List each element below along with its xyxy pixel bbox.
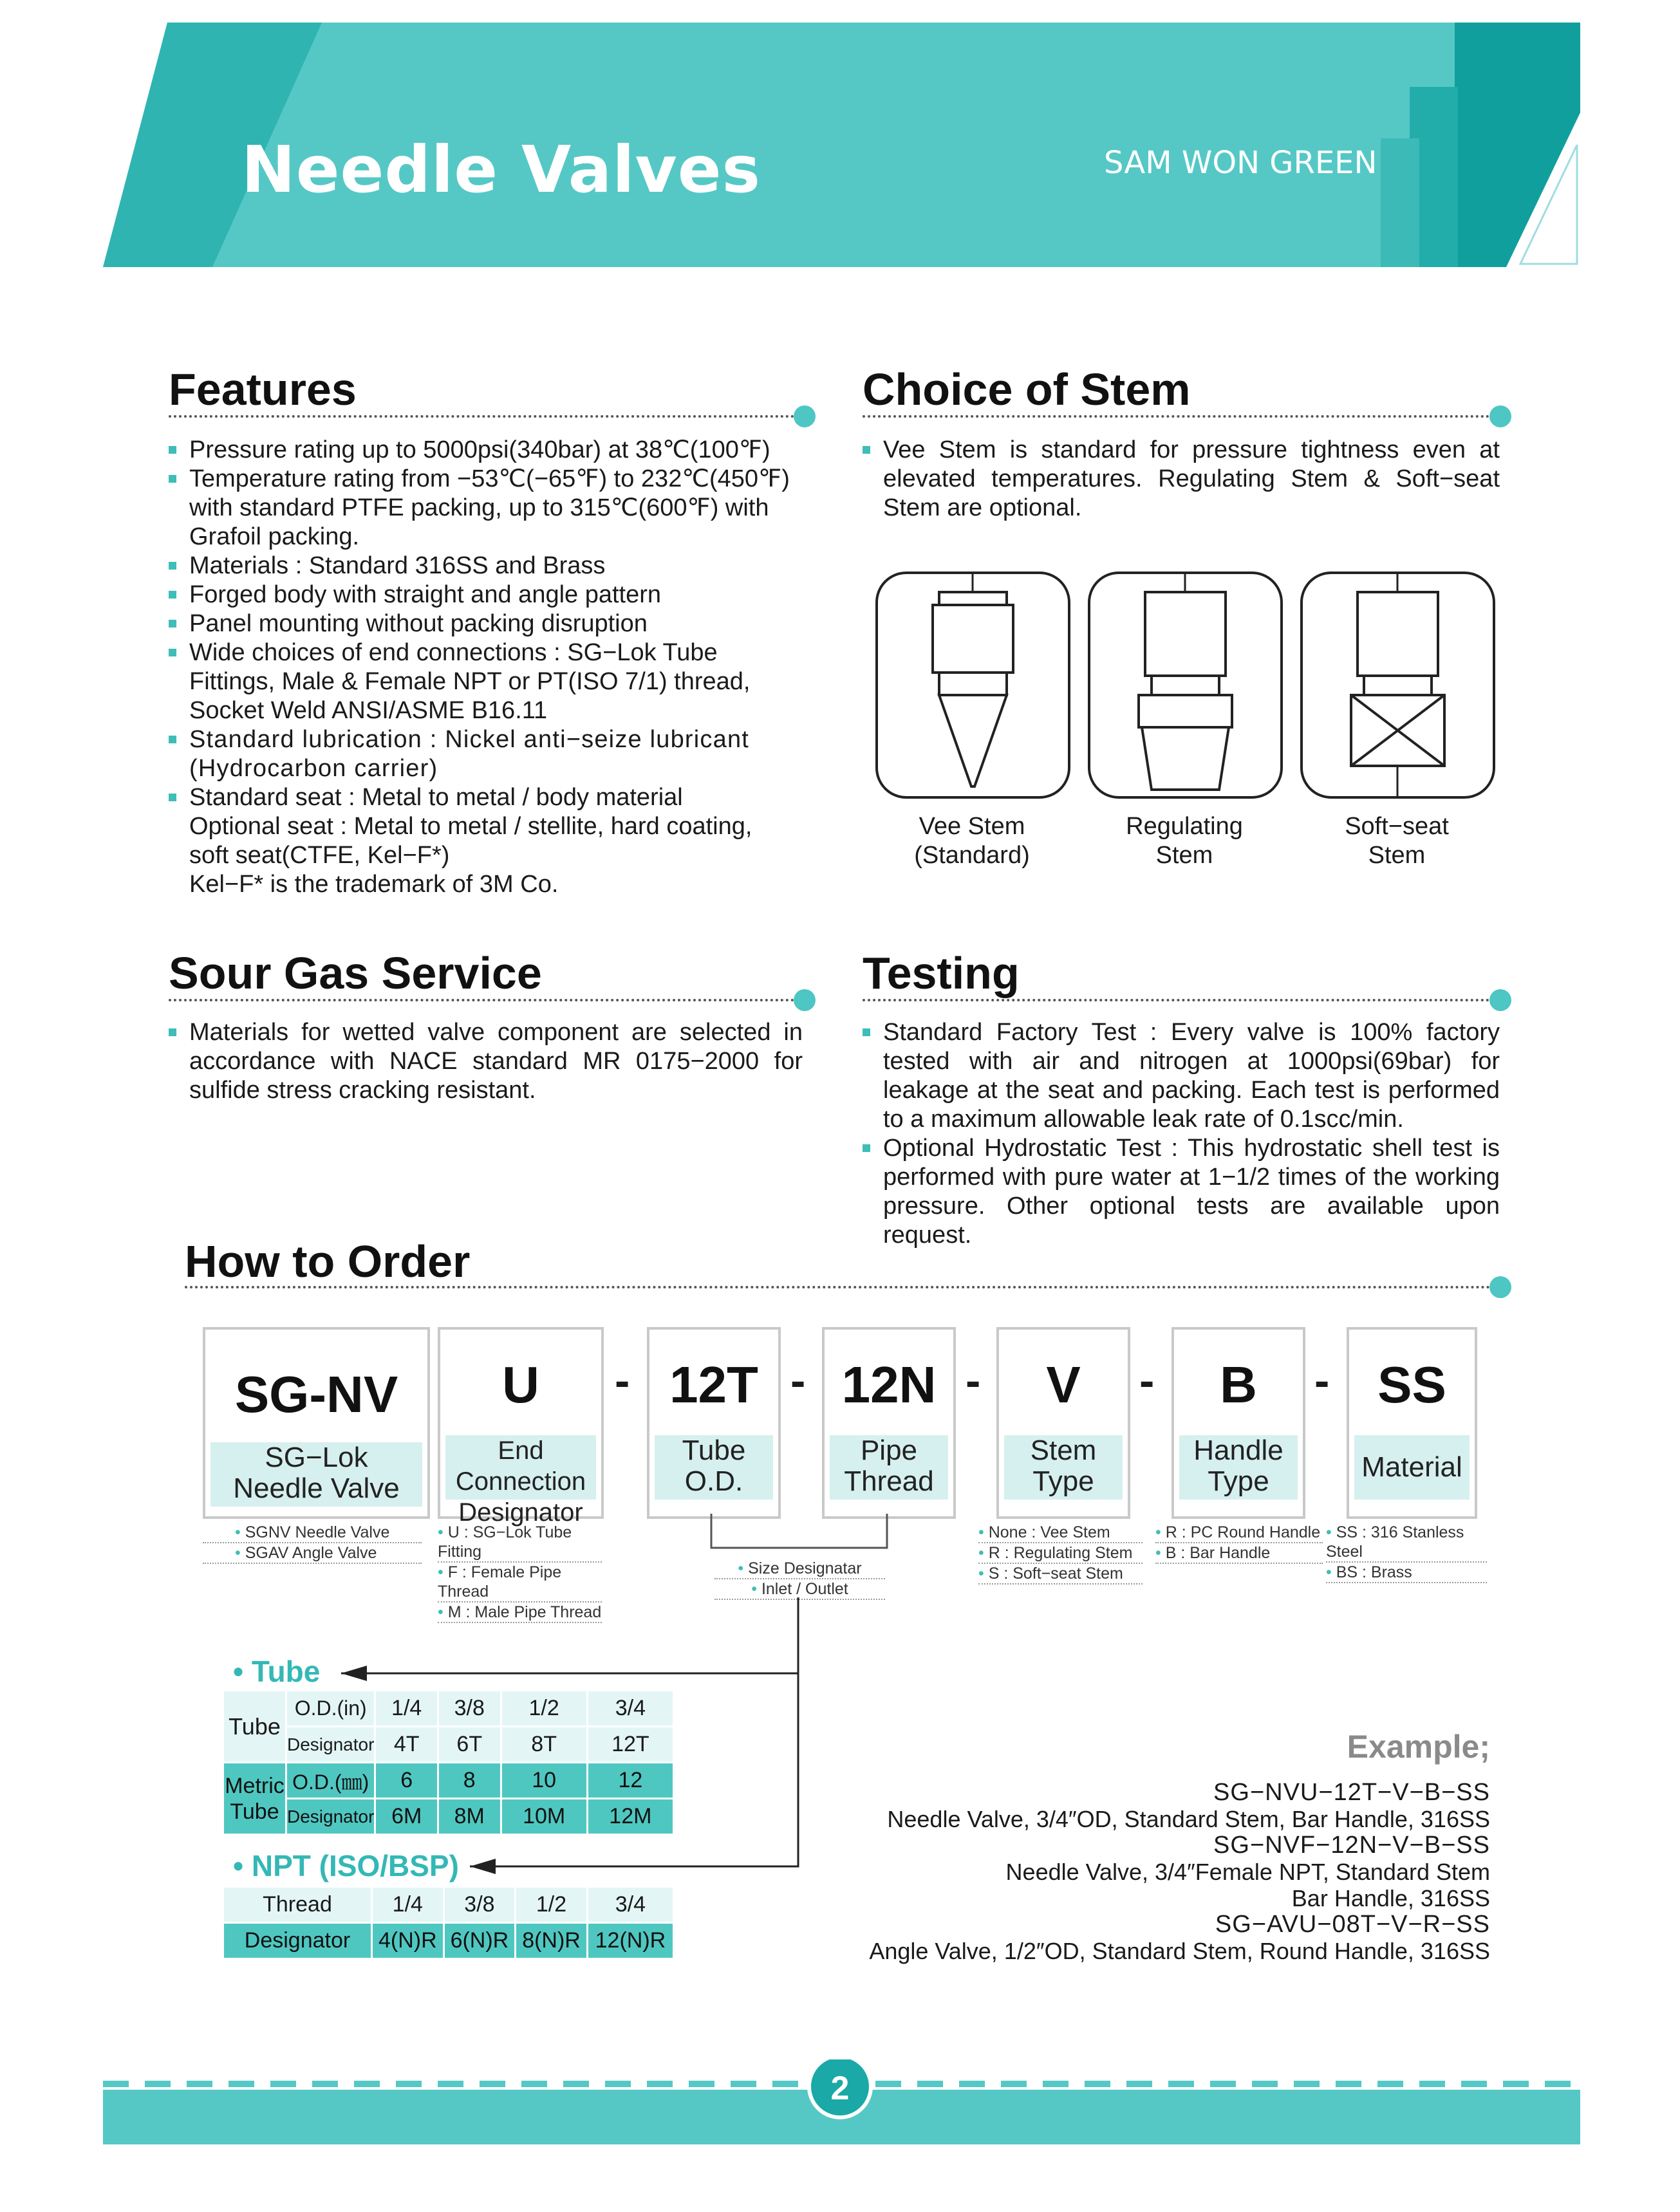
tube-cell: 3/8 [438, 1691, 501, 1727]
feature-item: Standard lubrication : Nickel anti−seize lubricant (Hydrocarbon carrier) [169, 725, 803, 783]
example-desc: Needle Valve, 3/4″OD, Standard Stem, Bar Handle, 316SS [887, 1806, 1490, 1832]
stem-caption-vee: Vee Stem (Standard) [914, 813, 1030, 869]
code-handle-type: B [1220, 1356, 1257, 1413]
tube-cell: 6 [375, 1763, 438, 1799]
code-separator: - [966, 1355, 981, 1406]
feature-item: Materials : Standard 316SS and Brass [169, 552, 803, 581]
code-material: SS [1377, 1356, 1446, 1413]
code-tube-od: 12T [669, 1356, 758, 1413]
code-stem-type: V [1046, 1356, 1081, 1413]
options-handle: • R : PC Round Handle • B : Bar Handle [1155, 1523, 1323, 1564]
code-separator: - [1139, 1355, 1155, 1406]
example-list [837, 1780, 1490, 1964]
npt-cell: 12(N)R [587, 1923, 673, 1959]
code-pipe-thread: 12N [841, 1356, 937, 1413]
thread-label: Thread [224, 1888, 372, 1923]
od-mm-label: O.D.(㎜) [286, 1763, 375, 1799]
tube-table-title: • Tube [233, 1655, 321, 1688]
npt-table [224, 1888, 675, 1960]
options-size: • Size Designatar • Inlet / Outlet [714, 1559, 885, 1600]
bullet-dot-icon: • [233, 1849, 252, 1882]
code-separator: - [615, 1355, 630, 1406]
code-separator: - [790, 1355, 806, 1406]
tube-cell: 10M [501, 1799, 587, 1835]
label-model: SG−Lok Needle Valve [210, 1442, 422, 1507]
example-title: Example; [1347, 1729, 1490, 1765]
example-desc: Angle Valve, 1/2″OD, Standard Stem, Round Handle, 316SS [869, 1938, 1490, 1964]
testing-title: Testing [863, 948, 1020, 998]
npt-cell: 1/4 [372, 1888, 444, 1923]
stem-description: Vee Stem is standard for pressure tightness even at elevated temperatures. Regulating Stem & Soft−seat Stem are optional. [863, 436, 1500, 523]
sour-gas-text: Materials for wetted valve component are selected in accordance with NACE standard MR 0175−2000 for sulfide stress cracking resistant. [169, 1018, 803, 1105]
sour-gas-title: Sour Gas Service [169, 948, 542, 998]
stem-caption-soft-seat: Soft−seat Stem [1345, 813, 1449, 869]
example-code: SG−NVU−12T−V−B−SS [1213, 1779, 1490, 1806]
tube-cell: 6T [438, 1727, 501, 1763]
tube-cell: 12T [587, 1727, 673, 1763]
feature-item: Panel mounting without packing disruption [169, 609, 803, 638]
label-pipe-thread: Pipe Thread [830, 1435, 948, 1500]
npt-cell: 4(N)R [372, 1923, 444, 1959]
code-model: SG-NV [234, 1366, 398, 1423]
feature-item: Pressure rating up to 5000psi(340bar) at 38℃(100℉) [169, 436, 803, 465]
tube-table [224, 1691, 675, 1836]
designator-label: Designator [286, 1727, 375, 1763]
example-code: SG−NVF−12N−V−B−SS [1213, 1832, 1490, 1859]
tube-row-label: Tube [224, 1691, 286, 1763]
code-end-connection: U [502, 1356, 539, 1413]
example-desc: Bar Handle, 316SS [1291, 1885, 1490, 1911]
tube-cell: 4T [375, 1727, 438, 1763]
options-model: • SGNV Needle Valve • SGAV Angle Valve [203, 1523, 422, 1564]
feature-item: Wide choices of end connections : SG−Lok Tube Fittings, Male & Female NPT or PT(ISO 7/1) thread, Socket Weld ANSI/ASME B16.11 [169, 638, 803, 725]
options-material: • SS : 316 Stanless Steel • BS : Brass [1326, 1523, 1487, 1583]
features-title: Features [169, 364, 357, 414]
label-handle-type: Handle Type [1179, 1435, 1298, 1500]
tube-cell: 12 [587, 1763, 673, 1799]
order-title: How to Order [185, 1236, 471, 1287]
npt-table-title: • NPT (ISO/BSP) [233, 1849, 459, 1882]
testing-item: Optional Hydrostatic Test : This hydrostatic shell test is performed with pure water at 1−1/2 times of the working pressure. Other optional tests are available upon request. [863, 1134, 1500, 1250]
page-title: Needle Valves [241, 132, 761, 207]
tube-cell: 1/2 [501, 1691, 587, 1727]
tube-cell: 10 [501, 1763, 587, 1799]
npt-cell: 3/8 [443, 1888, 516, 1923]
brand-name: SAM WON GREEN [1104, 145, 1377, 181]
example-desc: Needle Valve, 3/4″Female NPT, Standard Stem [1005, 1859, 1490, 1885]
npt-cell: 1/2 [516, 1888, 588, 1923]
tube-cell: 3/4 [587, 1691, 673, 1727]
stem-title: Choice of Stem [863, 364, 1191, 414]
bullet-dot-icon: • [233, 1655, 252, 1688]
page-number: 2 [830, 2070, 850, 2107]
options-stem: • None : Vee Stem • R : Regulating Stem • S : Soft−seat Stem [978, 1523, 1143, 1585]
label-stem-type: Stem Type [1004, 1435, 1123, 1500]
metric-row-label: Metric Tube [224, 1763, 286, 1835]
npt-cell: 3/4 [587, 1888, 673, 1923]
example-code: SG−AVU−08T−V−R−SS [1215, 1911, 1490, 1938]
feature-item: Temperature rating from −53℃(−65℉) to 232℃(450℉) with standard PTFE packing, up to 315℃(600℉) with Grafoil packing. [169, 465, 803, 552]
label-material: Material [1354, 1435, 1470, 1500]
stem-caption-regulating: Regulating Stem [1126, 813, 1243, 869]
od-in-label: O.D.(in) [286, 1691, 375, 1727]
label-end-connection: End Connection Designator [445, 1435, 596, 1500]
tube-cell: 6M [375, 1799, 438, 1835]
tube-cell: 8T [501, 1727, 587, 1763]
tube-cell: 8M [438, 1799, 501, 1835]
npt-cell: 6(N)R [443, 1923, 516, 1959]
testing-item: Standard Factory Test : Every valve is 100% factory tested with air and nitrogen at 1000psi(69bar) for leakage at the seat and packing. Each test is performed to a maximum allowable leak rate of 0.1scc/min. [863, 1018, 1500, 1134]
label-tube-od: Tube O.D. [655, 1435, 773, 1500]
feature-item: Standard seat : Metal to metal / body material Optional seat : Metal to metal / stellite, hard coating, soft seat(CTFE, Kel−F*) Kel−F* is the trademark of 3M Co. [169, 783, 803, 899]
code-separator: - [1314, 1355, 1330, 1406]
feature-item: Forged body with straight and angle pattern [169, 581, 803, 609]
designator-label: Designator [286, 1799, 375, 1835]
tube-cell: 8 [438, 1763, 501, 1799]
tube-cell: 1/4 [375, 1691, 438, 1727]
tube-cell: 12M [587, 1799, 673, 1835]
options-end-connection: • U : SG−Lok Tube Fitting • F : Female Pipe Thread • M : Male Pipe Thread [438, 1523, 602, 1623]
npt-cell: 8(N)R [516, 1923, 588, 1959]
designator-label: Designator [224, 1923, 372, 1959]
